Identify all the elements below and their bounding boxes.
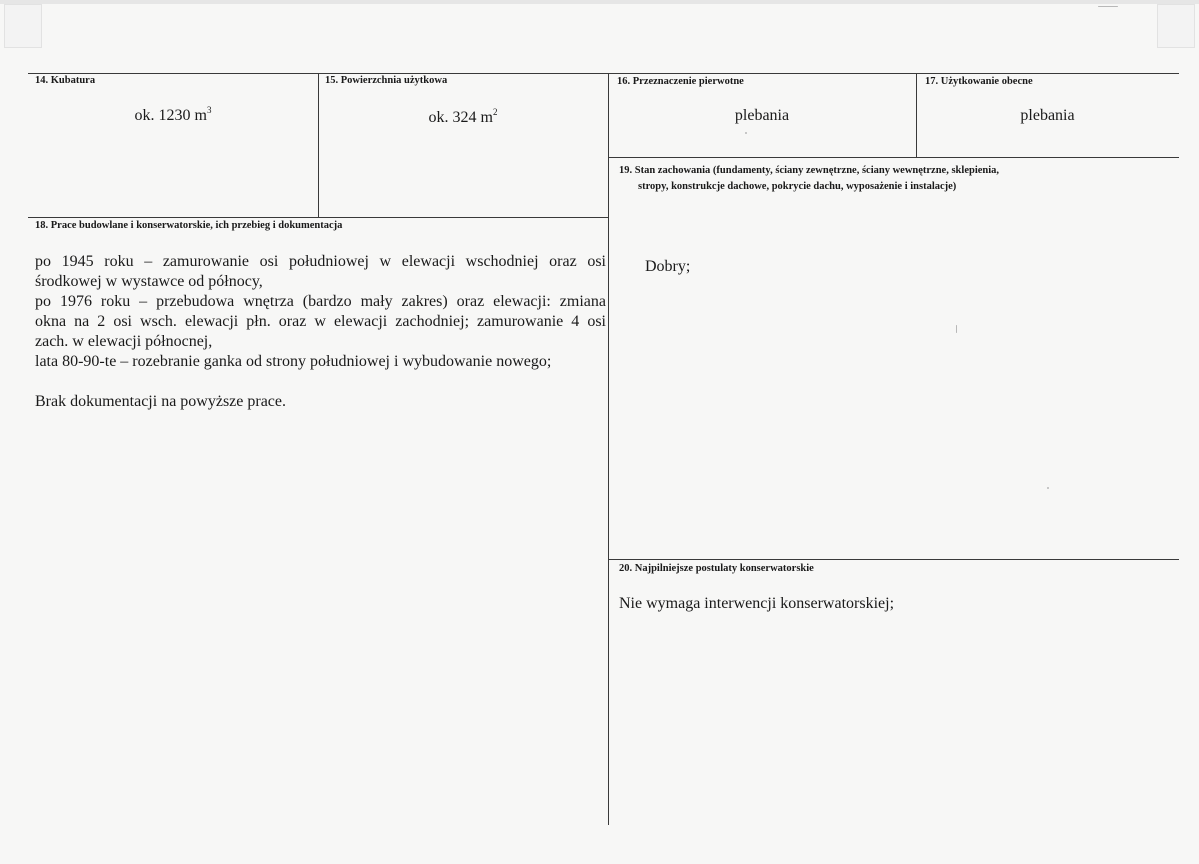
field-19-value: Dobry; <box>645 258 691 275</box>
scan-corner-right <box>1157 4 1195 48</box>
field-14-value-exponent: 3 <box>206 105 212 115</box>
scan-corner-left <box>4 4 42 48</box>
scan-edge <box>0 0 1199 4</box>
field-16-value: plebania <box>734 107 790 124</box>
field-18-line-2: środkowej w wystawce od północy, <box>35 273 263 290</box>
field-18-line-3: po 1976 roku – przebudowa wnętrza (bardzo mały zakres) oraz elewacji: zmiana <box>35 293 606 310</box>
field-16-label: 16. Przeznaczenie pierwotne <box>617 76 744 87</box>
field-14-label: 14. Kubatura <box>35 75 96 86</box>
field-14-value <box>28 106 318 127</box>
field-20-label: 20. Najpilniejsze postulaty konserwatorskie <box>619 563 814 574</box>
field-19-label-line1: 19. Stan zachowania (fundamenty, ściany zewnętrzne, ściany wewnętrzne, sklepienia, <box>619 165 1000 176</box>
field-20-value: Nie wymaga interwencji konserwatorskiej; <box>619 595 895 612</box>
field-18-note: Brak dokumentacji na powyższe prace. <box>35 393 287 410</box>
field-14-value-text: ok. 1230 m <box>134 107 207 124</box>
field-15-label: 15. Powierzchnia użytkowa <box>325 75 448 86</box>
line-under-16-17 <box>608 157 1179 158</box>
scan-speck <box>1098 6 1118 7</box>
field-19-label-line2: stropy, konstrukcje dachowe, pokrycie dachu, wyposażenie i instalacje) <box>638 181 957 192</box>
field-15-value <box>318 108 608 129</box>
field-18-line-4: okna na 2 osi wsch. elewacji płn. oraz w elewacji zachodniej; zamurowanie 4 osi <box>35 313 606 330</box>
field-18-line-5: zach. w elewacji północnej, <box>35 333 213 350</box>
field-15-value-exponent: 2 <box>492 107 498 117</box>
scan-speck <box>956 325 957 333</box>
divider-14-15 <box>318 73 319 218</box>
divider-left-right <box>608 73 609 825</box>
field-18-label: 18. Prace budowlane i konserwatorskie, ich przebieg i dokumentacja <box>35 220 343 231</box>
scan-speck <box>745 132 747 134</box>
field-18-line-6: lata 80-90-te – rozebranie ganka od strony południowej i wybudowanie nowego; <box>35 353 552 370</box>
field-17-label: 17. Użytkowanie obecne <box>925 76 1033 87</box>
field-15-value-text: ok. 324 m <box>428 109 493 126</box>
scan-speck <box>1047 487 1049 489</box>
field-17-value: plebania <box>1020 107 1075 124</box>
field-18-line-1: po 1945 roku – zamurowanie osi południowej w elewacji wschodniej oraz osi <box>35 253 606 270</box>
line-above-20 <box>608 559 1179 560</box>
